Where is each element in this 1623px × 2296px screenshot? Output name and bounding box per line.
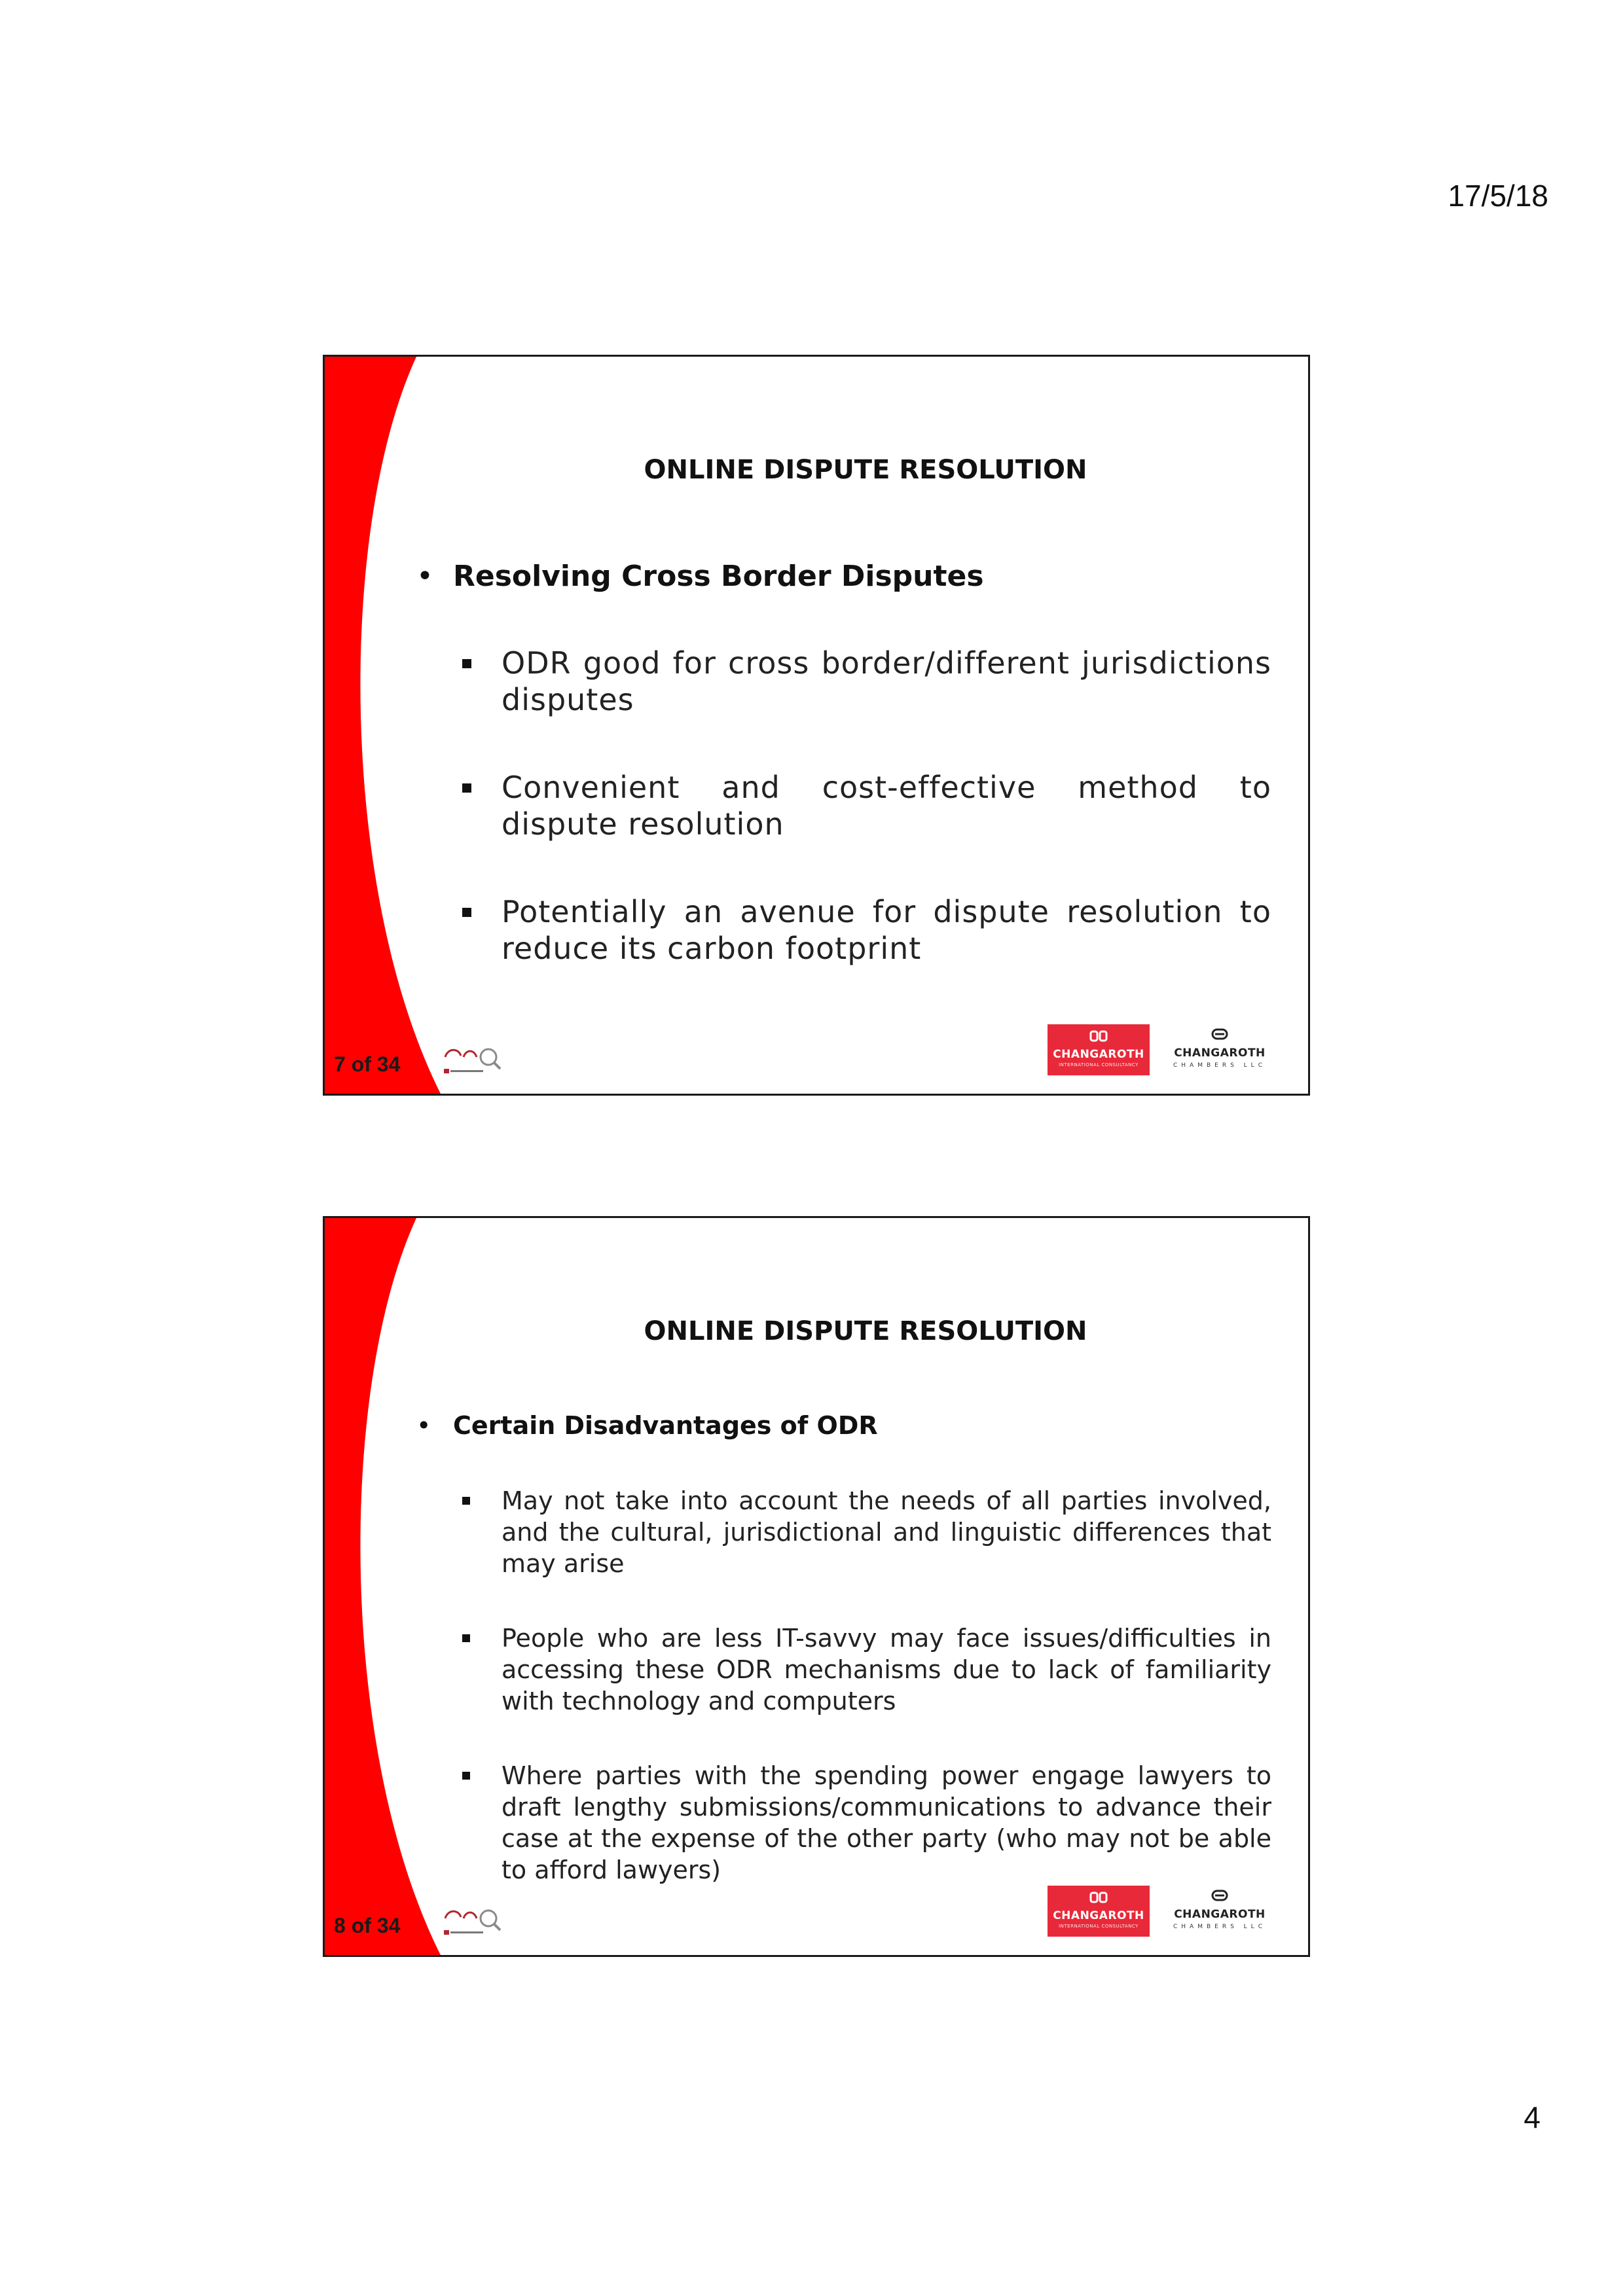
changaroth-chambers-logo: [1171, 1024, 1269, 1074]
consultancy-sub: INTERNATIONAL CONSULTANCY: [1059, 1924, 1139, 1929]
sub-bullet-text: May not take into account the needs of all parties involved, and the cultural, jurisdictional and linguistic differences that may arise: [501, 1486, 1271, 1578]
sub-bullet-item: [462, 769, 1271, 842]
chambers-sub: CHAMBERS LLC: [1173, 1924, 1266, 1930]
sub-bullet-item: [462, 645, 1271, 718]
changaroth-consultancy-logo: [1048, 1886, 1150, 1937]
sub-bullet-item: [462, 1485, 1271, 1579]
sub-bullet-text: Where parties with the spending power engage lawyers to draft lengthy submissions/communications to advance their case at the expense of the other party (who may not be able to afford lawyers): [501, 1761, 1271, 1884]
page-date: 17/5/18: [1448, 179, 1548, 213]
consultancy-sub: INTERNATIONAL CONSULTANCY: [1059, 1062, 1139, 1067]
changaroth-consultancy-logo: [1048, 1024, 1150, 1075]
changaroth-chambers-mark-icon: [1171, 1027, 1269, 1041]
sub-bullet-list: [462, 645, 1271, 1018]
changaroth-mark-icon: [1048, 1891, 1150, 1904]
sub-bullet-list: [462, 1485, 1271, 1929]
sub-bullet-item: [462, 1623, 1271, 1717]
square-bullet-icon: [462, 908, 471, 917]
sub-bullet-text: Potentially an avenue for dispute resolution to reduce its carbon footprint: [501, 894, 1271, 966]
bullet-dot-icon: •: [416, 1411, 431, 1440]
changaroth-chambers-mark-icon: [1171, 1888, 1269, 1903]
seminar-law-logo-icon: [441, 1043, 504, 1077]
square-bullet-icon: [462, 1772, 470, 1780]
chambers-name: CHANGAROTH: [1174, 1908, 1266, 1921]
square-bullet-icon: [462, 659, 471, 668]
seminar-law-logo-icon: [441, 1904, 504, 1938]
changaroth-chambers-logo: [1171, 1886, 1269, 1935]
slide-title: ONLINE DISPUTE RESOLUTION: [644, 455, 1087, 485]
chambers-sub: CHAMBERS LLC: [1173, 1062, 1266, 1069]
sub-bullet-text: People who are less IT-savvy may face issues/difficulties in accessing these ODR mechanisms due to lack of familiarity with technology and computers: [501, 1624, 1271, 1715]
consultancy-name: CHANGAROTH: [1053, 1909, 1144, 1922]
sub-bullet-item: [462, 893, 1271, 967]
page-number: 4: [1523, 2100, 1541, 2134]
slide-8: [323, 1216, 1310, 1957]
sub-bullet-item: [462, 1760, 1271, 1886]
main-bullet-text: Resolving Cross Border Disputes: [453, 560, 984, 593]
slide-counter: 7 of 34: [334, 1052, 401, 1076]
main-bullet: [416, 1411, 1271, 1440]
main-bullet-text: Certain Disadvantages of ODR: [453, 1411, 878, 1440]
chambers-name: CHANGAROTH: [1174, 1047, 1266, 1060]
square-bullet-icon: [462, 1634, 470, 1642]
slide-counter: 8 of 34: [334, 1914, 401, 1937]
slide-title: ONLINE DISPUTE RESOLUTION: [644, 1316, 1087, 1346]
main-bullet: [416, 560, 1271, 593]
square-bullet-icon: [462, 783, 471, 793]
slide-7: [323, 355, 1310, 1096]
square-bullet-icon: [462, 1497, 470, 1505]
sub-bullet-text: Convenient and cost-effective method to dispute resolution: [501, 770, 1271, 842]
sub-bullet-text: ODR good for cross border/different jurisdictions disputes: [501, 645, 1271, 717]
changaroth-mark-icon: [1048, 1030, 1150, 1043]
consultancy-name: CHANGAROTH: [1053, 1048, 1144, 1061]
bullet-dot-icon: •: [416, 560, 433, 593]
